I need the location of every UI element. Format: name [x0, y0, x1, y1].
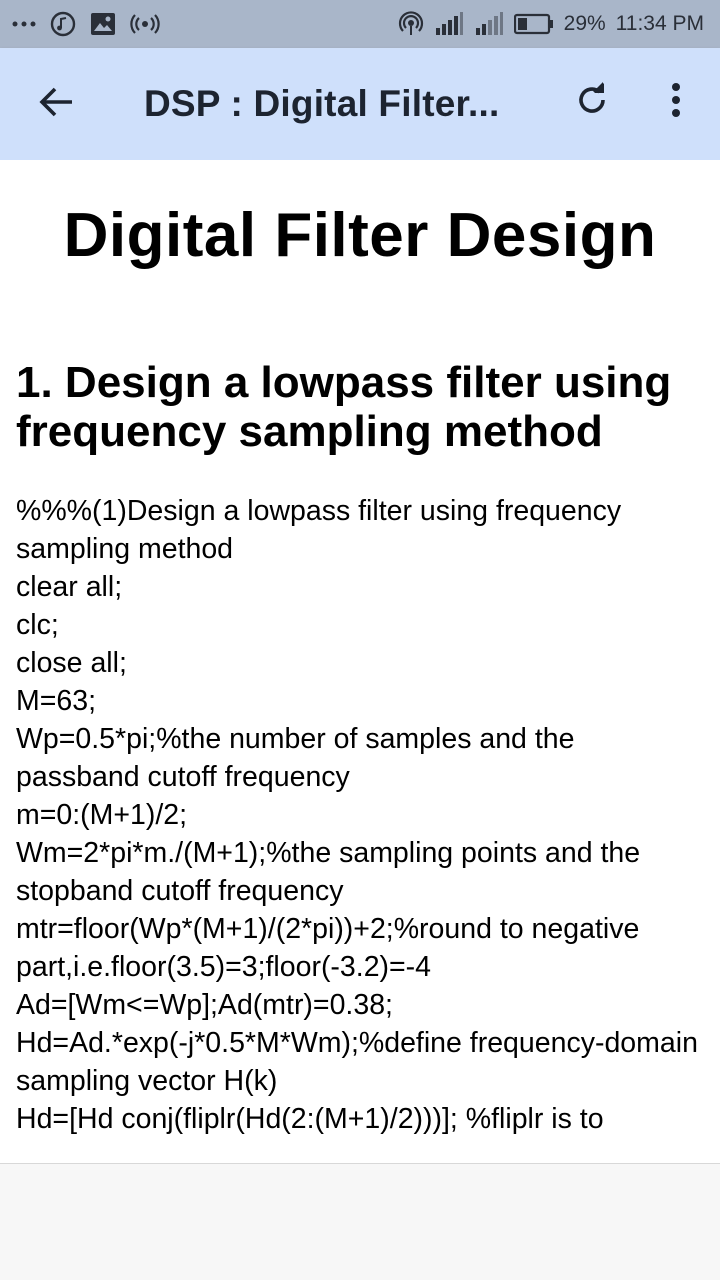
music-icon	[50, 11, 76, 37]
code-line: mtr=floor(Wp*(M+1)/(2*pi))+2;%round to negative part,i.e.floor(3.5)=3;floor(-3.2)=-4	[16, 913, 640, 983]
refresh-icon	[574, 82, 610, 123]
status-bar	[0, 0, 720, 48]
hotspot-icon	[398, 11, 424, 37]
status-bar-left	[0, 0, 160, 48]
signal-icon	[474, 12, 504, 36]
back-button[interactable]	[28, 76, 84, 132]
image-icon	[90, 12, 116, 36]
radio-signal-icon	[130, 13, 160, 35]
code-line: clear all;	[16, 571, 123, 603]
code-line: m=0:(M+1)/2;	[16, 799, 188, 831]
battery-percent: 29%	[563, 12, 606, 35]
app-bar	[0, 48, 720, 160]
code-line: M=63;	[16, 685, 97, 717]
more-notifications-icon	[12, 20, 36, 28]
back-arrow-icon	[38, 86, 74, 123]
code-line: Hd=Ad.*exp(-j*0.5*M*Wm);%define frequency-domain sampling vector H(k)	[16, 1027, 698, 1097]
code-line: %%%(1)Design a lowpass filter using frequency sampling method	[16, 495, 622, 565]
code-line: clc;	[16, 609, 59, 641]
article-content[interactable]	[0, 160, 720, 1163]
more-options-button[interactable]	[654, 76, 698, 128]
more-vert-icon	[671, 82, 681, 123]
section-heading: 1. Design a lowpass filter using frequency sampling method	[16, 358, 672, 456]
signal-icon	[434, 12, 464, 36]
code-line: Hd=[Hd conj(fliplr(Hd(2:(M+1)/2)))]; %fliplr is to	[16, 1103, 604, 1135]
bottom-bar	[0, 1163, 720, 1280]
code-line: Wp=0.5*pi;%the number of samples and the passband cutoff frequency	[16, 723, 575, 793]
code-line: Wm=2*pi*m./(M+1);%the sampling points and the stopband cutoff frequency	[16, 837, 641, 907]
battery-icon	[514, 13, 554, 35]
app-bar-title: DSP : Digital Filter...	[144, 83, 500, 124]
code-line: Ad=[Wm<=Wp];Ad(mtr)=0.38;	[16, 989, 393, 1021]
code-line: close all;	[16, 647, 127, 679]
code-body	[16, 492, 704, 1138]
clock-time: 11:34 PM	[615, 12, 704, 35]
refresh-button[interactable]	[566, 76, 618, 128]
status-bar-right	[398, 0, 720, 48]
page-title: Digital Filter Design	[63, 201, 657, 270]
